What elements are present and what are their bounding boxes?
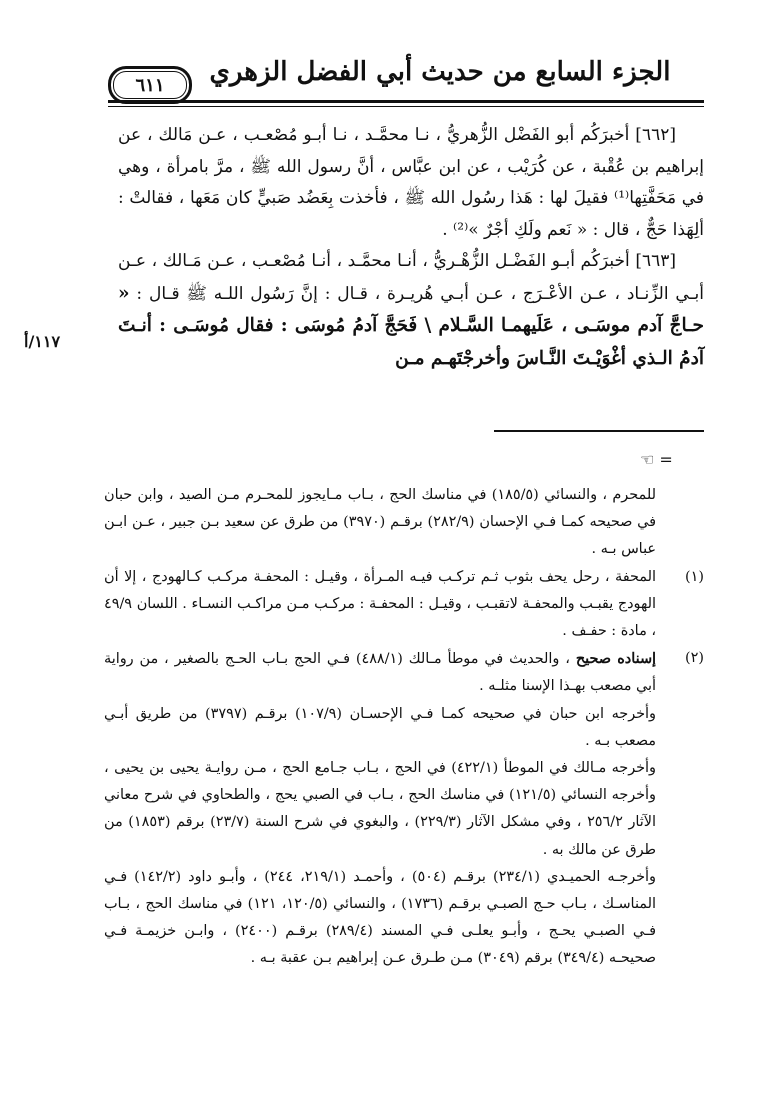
page-number-badge	[108, 66, 192, 104]
footnote-2-text	[104, 645, 656, 700]
hadith-663-text: [٦٦٣] أخبرَكُم أبـو الفَضْـل الزُّهْـريُّ ، أنـا محمَّـد ، أنـا مُصْعـب ، عـن مَـالك ، عـن أبـي الزِّنـاد ، عـن الأعْـرَج ، عـن أبـي هُريـرة ، قـال : إنَّ رَسُول اللـه ﷺ قـال :	[118, 251, 705, 304]
main-text	[118, 120, 704, 375]
header-rule-thin	[108, 106, 704, 107]
footnote-2-body: ، والحديث في موطأ مـالك (٤٨٨/١) فـي الحج بـاب الحـج بالصغير ، من رواية أبي مصعب بهـذا الإسنا مثلـه .	[104, 651, 656, 695]
footnote-2-number: (٢)	[685, 650, 704, 667]
hadith-662: [٦٦٢] أخبرَكُم أبو الفَضْل الزُّهريُّ ، نـا محمَّـد ، نـا أبـو مُصْعـب ، عـن مَالك ، عن إبراهيم بن عُقْبة ، عن كُرَيْب ، عن ابن عبَّاس ، أنَّ رسول الله ﷺ ، مرَّ بامرأة ، وهي في مَحَفَّتِها⁽¹⁾ فقيلَ لها : هَذا رسُول الله ﷺ ، فأخذت بِعَضُد صَبيٍّ كان مَعَها ، فقالتْ : ألِهَذا حَجٌّ ، قال : « نَعم ولَكِ أجْرٌ »⁽²⁾ .	[118, 125, 704, 240]
header-rule-thick	[108, 100, 704, 103]
footnote-2	[104, 645, 704, 700]
manuscript-folio-ref: ١١٧/أ	[24, 332, 61, 351]
running-header-title: الجزء السابع من حديث أبي الفضل الزهري	[209, 57, 671, 87]
footnote-separator	[494, 430, 704, 432]
footnote-continued: للمحرم ، والنسائي (١٨٥/٥) في مناسك الحج ، بـاب مـايجوز للمحـرم مـن الصيد ، وابن حبان في صحيحه كمـا فـي الإحسان (٢٨٢/٩) برقـم (٣٩٧٠) من طرق عن سعيد بـن جبير ، عـن ابـن عباس بـه .	[104, 487, 657, 558]
footnote-2-para: وأخرجـه الحميـدي (٢٣٤/١) برقـم (٥٠٤) ، وأحمـد (٢١٩/١، ٢٤٤) ، وأبـو داود (١٤٢/٢) فـي المناسـك ، بـاب حـج الصبـي برقـم (١٧٣٦) ، والنسائي (١٢٠/٥، ١٢١) في مناسك الحج ، بـاب فـي الصبـي يحـج ، وأبـو يعلـى فـي المسند (٢٨٩/٤) برقـم (٢٤٠٠) ، وابـن خزيمـة فـي صحيحـه (٣٤٩/٤) برقم (٣٠٤٩) مـن طـرق عـن إبراهيم بـن عقبة بـه .	[104, 868, 656, 967]
footnote-2-para: وأخرجه ابن حبان في صحيحه كمـا فـي الإحسـان (١٠٧/٩) برقـم (٣٧٩٧) من طريق أبـي مصعب بـه .	[104, 705, 656, 749]
hadith-663-matn: « حـاجَّ آدم موسَـى ، عَلَيهمـا السَّـلام \ فَحَجَّ آدمُ مُوسَى : فقال مُوسَـى : أنـتَ آدمُ الـذي أغْوَيْـتَ النَّـاسَ وأخرجْتَهـم مـن	[118, 282, 704, 369]
continuation-mark: = ☜	[640, 450, 673, 469]
footnotes	[104, 482, 704, 973]
footnote-1	[104, 564, 704, 646]
page-number: ٦١١	[135, 74, 165, 96]
footnote-1-number: (١)	[685, 568, 704, 585]
footnote-2-grading: إسناده صحيح	[575, 650, 657, 668]
footnote-2-para: وأخرجه مـالك في الموطأ (٤٢٢/١) في الحج ، بـاب جـامع الحج ، مـن روايـة يحيى بن يحيى ، وأخرجه النسائي (١٢١/٥) في مناسك الحج ، بـاب في الصبي يحج ، والطحاوي في شرح معاني الآثار ٢٥٦/٢ ، وفي مشكل الآثار (٢٢٩/٣) ، والبغوي في شرح السنة (٢٣/٧) برقم (١٨٥٣) من طرق عن مالك به .	[104, 760, 657, 858]
hadith-663	[118, 246, 704, 375]
footnote-1-text: المحفة ، رحل يحف بثوب ثـم تركـب فيـه المـرأة ، وقيـل : المحفـة مركـب كـالهودج ، إلا أن الهودج يقبـب والمحفـة لاتقبـب ، وقيـل : المحفـة : مركـب مـن مراكـب النسـاء . اللسان ٤٩/٩ ، مادة : حفـف .	[104, 568, 656, 640]
